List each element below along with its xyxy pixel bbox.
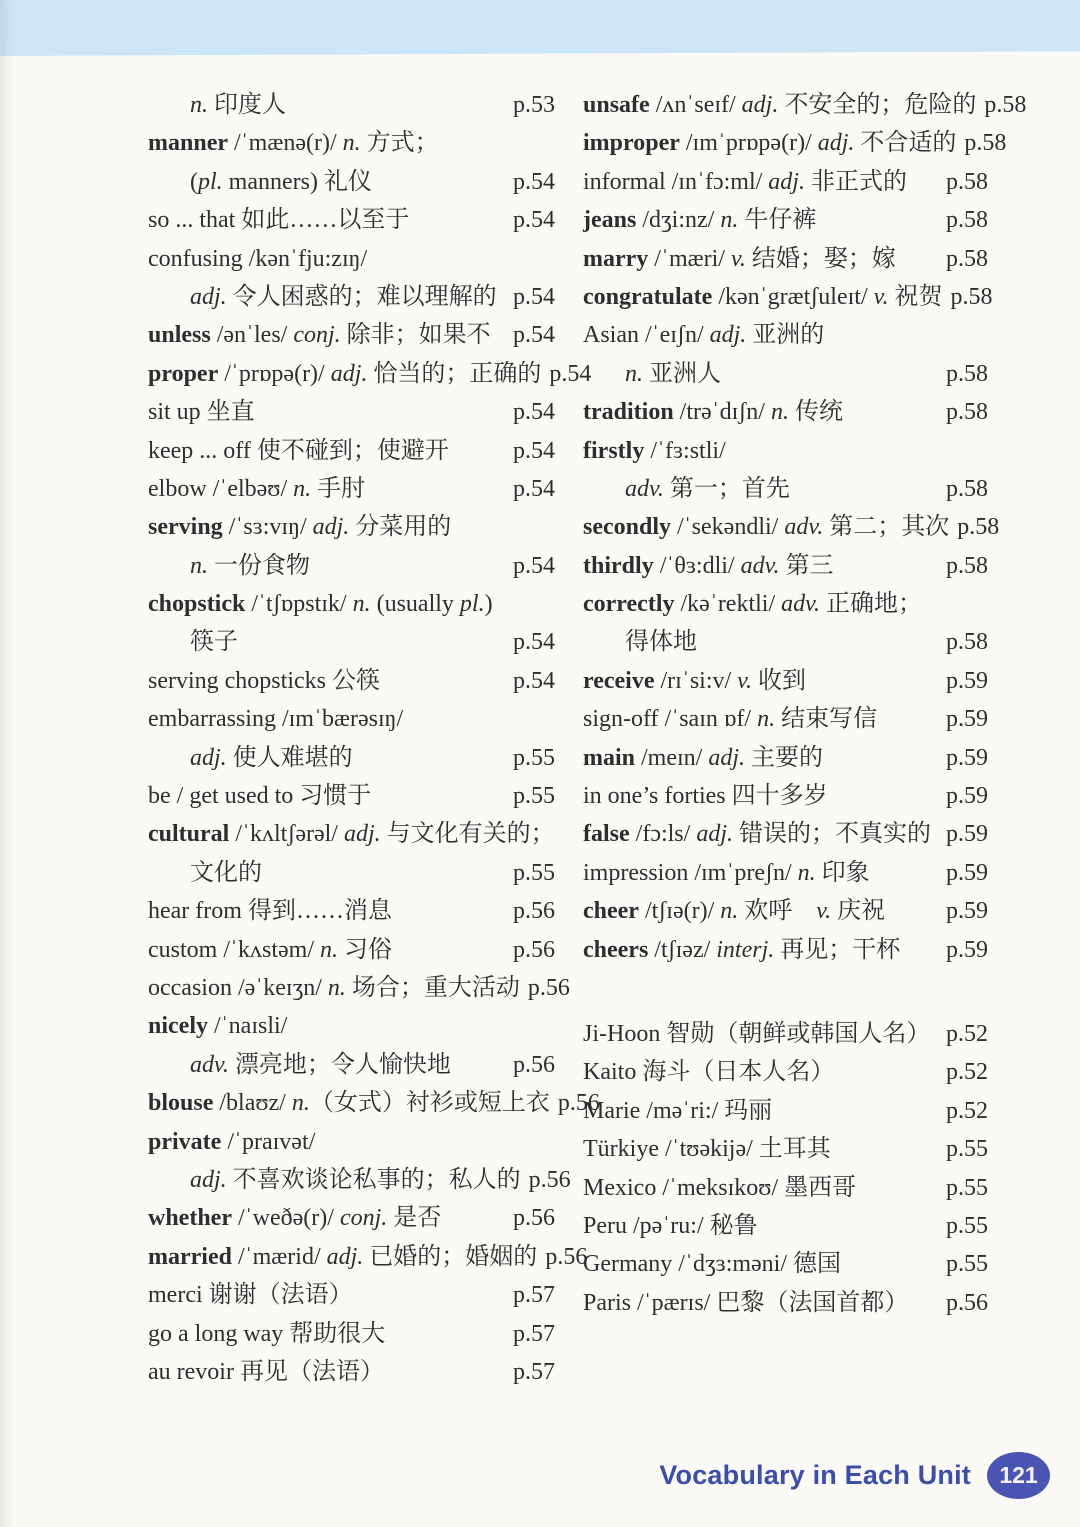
vocab-row bbox=[583, 854, 988, 892]
vocab-row bbox=[583, 1015, 988, 1053]
vocab-row bbox=[583, 623, 988, 661]
vocab-row bbox=[148, 739, 555, 777]
vocab-row bbox=[583, 124, 1007, 162]
vocabulary-list bbox=[148, 86, 1027, 1391]
page-ref: p.56 bbox=[513, 898, 555, 925]
page-ref: p.58 bbox=[984, 92, 1027, 118]
vocab-row bbox=[583, 815, 988, 853]
vocab-row bbox=[148, 393, 555, 431]
vocab-entry-text: n. 一份食物 bbox=[190, 552, 310, 579]
vocab-entry-text: merci 谢谢（法语） bbox=[148, 1282, 353, 1309]
vocab-row bbox=[148, 1084, 600, 1122]
page-ref: p.58 bbox=[950, 283, 993, 310]
vocab-row bbox=[148, 1046, 555, 1084]
page-ref: p.58 bbox=[946, 475, 988, 502]
vocab-entry-text: custom /ˈkʌstəm/ n. 习俗 bbox=[148, 936, 392, 963]
page-ref: p.55 bbox=[946, 1212, 988, 1239]
page-ref: p.58 bbox=[946, 629, 988, 656]
vocab-row bbox=[148, 355, 592, 393]
vocab-row bbox=[148, 1238, 588, 1276]
vocab-row bbox=[148, 1276, 555, 1314]
vocab-entry-text: firstly /ˈfɜ:stli/ bbox=[583, 437, 726, 464]
vocab-row bbox=[148, 547, 555, 585]
vocab-entry-text: blouse /blaʊz/ n.（女式）衬衫或短上衣 bbox=[148, 1090, 550, 1117]
page-ref: p.57 bbox=[513, 1320, 555, 1347]
page-ref: p.56 bbox=[527, 974, 570, 1001]
vocab-row bbox=[148, 777, 555, 815]
page-footer bbox=[659, 1452, 1050, 1499]
vocab-entry-text: private /ˈpraɪvət/ bbox=[148, 1128, 316, 1155]
vocab-row bbox=[583, 508, 1000, 546]
vocab-entry-text: au revoir 再见（法语） bbox=[148, 1358, 384, 1385]
page-ref: p.58 bbox=[946, 399, 988, 426]
page-ref: p.54 bbox=[513, 667, 555, 694]
page-ref: p.54 bbox=[513, 629, 555, 656]
vocab-entry-text: (pl. manners) 礼仪 bbox=[190, 168, 372, 195]
vocab-entry-text: Marie /məˈri:/ 玛丽 bbox=[583, 1097, 773, 1124]
vocab-entry-text: marry /ˈmæri/ v. 结婚；娶；嫁 bbox=[583, 245, 896, 272]
page-ref: p.54 bbox=[513, 283, 555, 310]
vocab-entry-text: cultural /ˈkʌltʃərəl/ adj. 与文化有关的； bbox=[148, 821, 555, 848]
page-ref: p.57 bbox=[513, 1282, 555, 1309]
vocab-entry-text: adv. 漂亮地；令人愉快地 bbox=[190, 1051, 451, 1078]
page-ref: p.56 bbox=[528, 1166, 571, 1193]
vocab-row bbox=[583, 547, 988, 585]
vocab-row bbox=[148, 86, 555, 124]
page-ref: p.59 bbox=[946, 821, 988, 848]
vocab-entry-text: 筷子 bbox=[190, 629, 238, 656]
vocab-entry-text: married /ˈmærid/ adj. 已婚的；婚姻的 bbox=[148, 1243, 538, 1270]
page-ref: p.53 bbox=[513, 92, 555, 118]
vocab-entry-text: tradition /trəˈdɪʃn/ n. 传统 bbox=[583, 399, 843, 426]
vocab-entry-text: improper /ɪmˈprɒpə(r)/ adj. 不合适的 bbox=[583, 130, 957, 157]
page-ref: p.58 bbox=[946, 245, 988, 272]
vocab-entry-text: proper /ˈprɒpə(r)/ adj. 恰当的；正确的 bbox=[148, 360, 542, 387]
vocab-row bbox=[583, 931, 988, 969]
vocab-entry-text: embarrassing /ɪmˈbærəsɪŋ/ bbox=[148, 706, 404, 733]
vocab-row bbox=[148, 508, 555, 546]
page-ref: p.59 bbox=[946, 859, 988, 886]
vocab-entry-text: n. 印度人 bbox=[190, 92, 286, 118]
vocab-row bbox=[148, 815, 555, 853]
page-ref: p.54 bbox=[513, 322, 555, 349]
page-ref: p.59 bbox=[946, 744, 988, 771]
vocab-entry-text: Germany /ˈdʒɜ:məni/ 德国 bbox=[583, 1251, 842, 1278]
vocab-entry-text: in one’s forties 四十多岁 bbox=[583, 783, 828, 810]
vocab-entry-text: serving /ˈsɜ:vɪŋ/ adj. 分菜用的 bbox=[148, 514, 452, 541]
vocab-row bbox=[583, 1092, 988, 1130]
page-number-badge: 121 bbox=[987, 1452, 1050, 1499]
vocab-entry-text: keep ... off 使不碰到；使避开 bbox=[148, 437, 449, 464]
vocab-row bbox=[583, 201, 988, 239]
vocab-entry-text: false /fɔ:ls/ adj. 错误的；不真实的 bbox=[583, 821, 931, 848]
vocab-row bbox=[148, 1123, 555, 1161]
vocab-row bbox=[148, 201, 555, 239]
vocab-column-right bbox=[583, 86, 1027, 1391]
vocab-entry-text: Asian /ˈeɪʃn/ adj. 亚洲的 bbox=[583, 322, 825, 349]
vocab-entry-text: chopstick /ˈtʃɒpstɪk/ n. (usually pl.) bbox=[148, 591, 493, 618]
vocab-row bbox=[148, 892, 555, 930]
page-ref: p.56 bbox=[545, 1243, 588, 1270]
vocab-row bbox=[583, 240, 988, 278]
vocab-entry-text: serving chopsticks 公筷 bbox=[148, 667, 380, 694]
page-ref: p.56 bbox=[513, 1051, 555, 1078]
page-ref: p.54 bbox=[513, 437, 555, 464]
vocab-row bbox=[148, 1161, 571, 1199]
page-ref: p.56 bbox=[557, 1090, 600, 1117]
vocab-entry-text: go a long way 帮助很大 bbox=[148, 1320, 386, 1347]
vocab-entry-text: Peru /pəˈru:/ 秘鲁 bbox=[583, 1212, 758, 1239]
vocab-row bbox=[148, 432, 555, 470]
page-ref: p.54 bbox=[513, 399, 555, 426]
page-ref: p.55 bbox=[946, 1136, 988, 1163]
vocab-entry-text: adj. 使人难堪的 bbox=[190, 744, 353, 771]
vocab-entry-text: confusing /kənˈfju:zɪŋ/ bbox=[148, 245, 368, 272]
page-ref: p.52 bbox=[946, 1020, 988, 1047]
vocab-entry-text: Paris /ˈpærɪs/ 巴黎（法国首都） bbox=[583, 1289, 909, 1316]
page-ref: p.56 bbox=[946, 1289, 988, 1316]
vocab-row bbox=[148, 700, 555, 738]
vocab-row bbox=[148, 124, 555, 162]
page-ref: p.58 bbox=[964, 130, 1007, 157]
vocab-row bbox=[148, 1199, 555, 1237]
vocab-entry-text: receive /rɪˈsi:v/ v. 收到 bbox=[583, 667, 807, 694]
vocab-row bbox=[148, 470, 555, 508]
vocab-entry-text: adj. 不喜欢谈论私事的；私人的 bbox=[190, 1166, 521, 1193]
page-ref: p.59 bbox=[946, 783, 988, 810]
vocab-row bbox=[583, 470, 988, 508]
vocab-row bbox=[583, 777, 988, 815]
vocab-row bbox=[148, 1315, 555, 1353]
vocab-entry-text: impression /ɪmˈpreʃn/ n. 印象 bbox=[583, 859, 870, 886]
vocab-entry-text: 得体地 bbox=[625, 629, 697, 656]
page-ref: p.59 bbox=[946, 667, 988, 694]
vocab-entry-text: cheers /tʃɪəz/ interj. 再见；干杯 bbox=[583, 936, 901, 963]
vocab-entry-text: thirdly /ˈθɜ:dli/ adv. 第三 bbox=[583, 552, 834, 579]
vocab-entry-text: jeans /dʒi:nz/ n. 牛仔裤 bbox=[583, 207, 817, 234]
page-ref: p.59 bbox=[946, 898, 988, 925]
vocab-row bbox=[148, 969, 570, 1007]
column-gap bbox=[583, 969, 988, 1015]
page-ref: p.59 bbox=[946, 706, 988, 733]
page-ref: p.55 bbox=[946, 1251, 988, 1278]
page-ref: p.52 bbox=[946, 1059, 988, 1086]
vocab-entry-text: sit up 坐直 bbox=[148, 399, 255, 426]
vocab-row bbox=[583, 393, 988, 431]
vocab-row bbox=[148, 278, 555, 316]
header-band bbox=[0, 0, 1080, 56]
vocab-entry-text: elbow /ˈelbəʊ/ n. 手肘 bbox=[148, 475, 366, 502]
vocab-row bbox=[583, 1053, 988, 1091]
vocab-row bbox=[583, 86, 1027, 124]
page-ref: p.56 bbox=[513, 936, 555, 963]
vocab-entry-text: n. 亚洲人 bbox=[625, 360, 721, 387]
vocab-column-left bbox=[148, 86, 600, 1391]
page-ref: p.58 bbox=[957, 514, 1000, 541]
vocab-row bbox=[148, 1007, 555, 1045]
vocab-row bbox=[583, 316, 988, 354]
vocab-row bbox=[583, 432, 988, 470]
vocab-row bbox=[148, 854, 555, 892]
page-ref: p.59 bbox=[946, 936, 988, 963]
page-ref: p.58 bbox=[946, 552, 988, 579]
vocab-entry-text: sign-off /ˈsaɪn ɒf/ n. 结束写信 bbox=[583, 706, 878, 733]
vocab-row bbox=[583, 739, 988, 777]
page-ref: p.54 bbox=[549, 360, 592, 387]
page-edge-shadow bbox=[0, 0, 14, 1527]
vocab-row bbox=[583, 585, 988, 623]
vocab-entry-text: manner /ˈmænə(r)/ n. 方式； bbox=[148, 130, 439, 157]
vocab-entry-text: hear from 得到……消息 bbox=[148, 898, 392, 925]
vocab-entry-text: correctly /kəˈrektli/ adv. 正确地； bbox=[583, 591, 923, 618]
page-ref: p.54 bbox=[513, 475, 555, 502]
vocab-entry-text: adj. 令人困惑的；难以理解的 bbox=[190, 283, 497, 310]
vocab-row bbox=[583, 662, 988, 700]
page-ref: p.54 bbox=[513, 168, 555, 195]
page-ref: p.58 bbox=[946, 207, 988, 234]
vocab-row bbox=[148, 662, 555, 700]
vocab-row bbox=[583, 355, 988, 393]
vocab-entry-text: nicely /ˈnaɪsli/ bbox=[148, 1013, 288, 1040]
vocab-row bbox=[583, 1245, 988, 1283]
vocab-entry-text: Türkiye /ˈtʊəkijə/ 土耳其 bbox=[583, 1136, 831, 1163]
vocab-row bbox=[148, 931, 555, 969]
vocab-entry-text: whether /ˈweðə(r)/ conj. 是否 bbox=[148, 1205, 442, 1232]
footer-title: Vocabulary in Each Unit bbox=[659, 1460, 971, 1490]
vocab-row bbox=[583, 892, 988, 930]
vocab-entry-text: 文化的 bbox=[190, 859, 262, 886]
vocab-row bbox=[148, 585, 555, 623]
vocab-entry-text: so ... that 如此……以至于 bbox=[148, 207, 410, 234]
page-ref: p.54 bbox=[513, 552, 555, 579]
vocab-entry-text: cheer /tʃɪə(r)/ n. 欢呼 v. 庆祝 bbox=[583, 898, 886, 925]
page-ref: p.58 bbox=[946, 360, 988, 387]
page-ref: p.52 bbox=[946, 1097, 988, 1124]
page-ref: p.54 bbox=[513, 207, 555, 234]
vocab-row bbox=[583, 700, 988, 738]
vocab-row bbox=[583, 163, 988, 201]
page-ref: p.58 bbox=[946, 168, 988, 195]
vocab-row bbox=[583, 278, 993, 316]
vocab-row bbox=[583, 1207, 988, 1245]
vocab-entry-text: secondly /ˈsekəndli/ adv. 第二；其次 bbox=[583, 514, 950, 541]
vocab-row bbox=[583, 1169, 988, 1207]
page-ref: p.57 bbox=[513, 1358, 555, 1385]
vocab-entry-text: adv. 第一；首先 bbox=[625, 475, 790, 502]
vocab-entry-text: informal /ɪnˈfɔ:ml/ adj. 非正式的 bbox=[583, 168, 907, 195]
vocab-row bbox=[148, 163, 555, 201]
vocab-row bbox=[583, 1284, 988, 1322]
vocab-entry-text: unsafe /ʌnˈseɪf/ adj. 不安全的；危险的 bbox=[583, 92, 977, 118]
vocab-row bbox=[583, 1130, 988, 1168]
vocab-entry-text: be / get used to 习惯于 bbox=[148, 783, 372, 810]
page-ref: p.55 bbox=[513, 744, 555, 771]
page-ref: p.55 bbox=[513, 859, 555, 886]
vocab-entry-text: occasion /əˈkeɪʒn/ n. 场合；重大活动 bbox=[148, 974, 520, 1001]
vocab-entry-text: Ji-Hoon 智勋（朝鲜或韩国人名） bbox=[583, 1020, 931, 1047]
page-ref: p.56 bbox=[513, 1205, 555, 1232]
page-ref: p.55 bbox=[946, 1174, 988, 1201]
vocab-row bbox=[148, 623, 555, 661]
vocab-entry-text: Mexico /ˈmeksɪkoʊ/ 墨西哥 bbox=[583, 1174, 857, 1201]
vocab-entry-text: Kaito 海斗（日本人名） bbox=[583, 1059, 835, 1086]
vocab-entry-text: main /meɪn/ adj. 主要的 bbox=[583, 744, 824, 771]
vocab-entry-text: congratulate /kənˈgrætʃuleɪt/ v. 祝贺 bbox=[583, 283, 943, 310]
vocab-row bbox=[148, 316, 555, 354]
vocab-row bbox=[148, 1353, 555, 1391]
vocab-row bbox=[148, 240, 555, 278]
vocab-entry-text: unless /ənˈles/ conj. 除非；如果不 bbox=[148, 322, 491, 349]
page-ref: p.55 bbox=[513, 783, 555, 810]
